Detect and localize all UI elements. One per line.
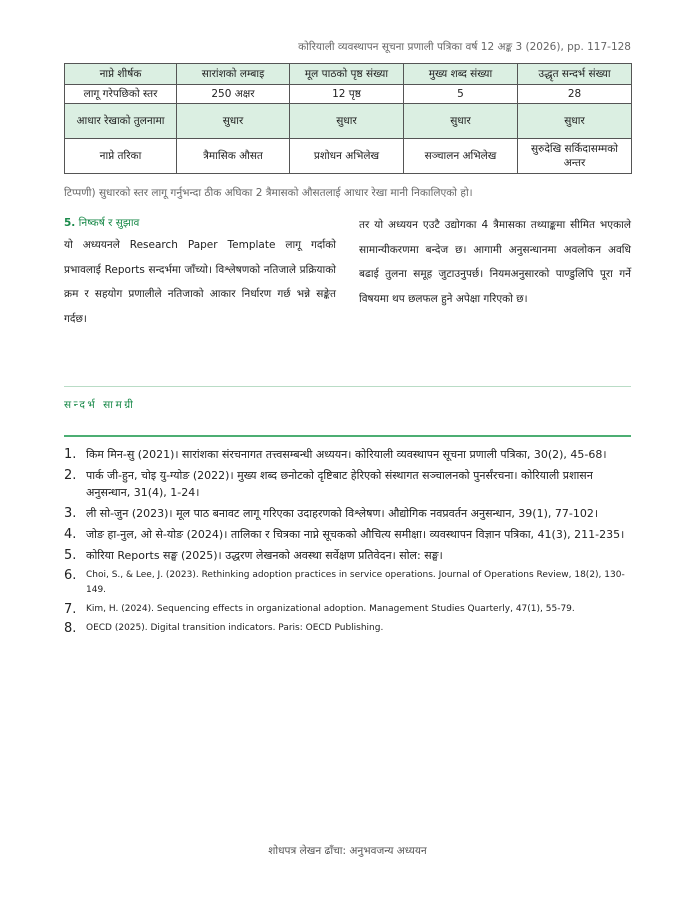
body-column-right — [359, 213, 631, 311]
reference-text: OECD (2025). Digital transition indicators. Paris: OECD Publishing. — [86, 623, 384, 633]
table-cell: 5 — [404, 85, 518, 104]
table-cell: सञ्चालन अभिलेख — [404, 139, 518, 174]
table-cell: सुरुदेखि सर्किदासम्मको अन्तर — [518, 139, 632, 174]
table-header-cell: नाप्ने शीर्षक — [65, 64, 177, 85]
reference-item — [64, 547, 631, 564]
reference-item — [64, 446, 631, 463]
reference-text: जोङ हा-नुल, ओ से-योङ (2024)। तालिका र चित्रका नाप्ने सूचकको औचित्य समीक्षा। व्यवस्थापन विज्ञान पत्रिका, 41(3), 211-235। — [86, 528, 625, 541]
reference-number: 4. — [64, 527, 77, 542]
table-cell: 250 अक्षर — [177, 85, 290, 104]
table-row — [65, 104, 632, 139]
divider — [64, 386, 631, 387]
table-header-cell: मूल पाठको पृष्ठ संख्या — [290, 64, 404, 85]
reference-text: किम मिन-सु (2021)। सारांशका संरचनागत तत्त्वसम्बन्धी अध्ययन। कोरियाली व्यवस्थापन सूचना प्रणाली पत्रिका, 30(2), 45-68। — [86, 448, 607, 461]
results-table — [64, 63, 632, 174]
reference-number: 3. — [64, 506, 77, 521]
table-cell: सुधार — [518, 104, 632, 139]
reference-text: Choi, S., & Lee, J. (2023). Rethinking adoption practices in service operations. Journal of Operations Review, 18(2), 130-149. — [86, 570, 625, 595]
reference-item — [64, 568, 631, 598]
body-paragraph: तर यो अध्ययन एउटै उद्योगका 4 त्रैमासका तथ्याङ्कमा सीमित भएकाले सामान्यीकरणमा बन्देज छ। आगामी अनुसन्धानमा अवलोकन अवधि बढाई तुलना समूह जुटाउनुपर्छ। नियमअनुसारको पाण्डुलिपि पूरा गर्ने विषयमा थप छलफल हुने अपेक्षा गरिएको छ। — [359, 219, 631, 305]
section-title: निष्कर्ष र सुझाव — [78, 217, 140, 229]
reference-number: 2. — [64, 468, 77, 483]
table-header-row — [65, 64, 632, 85]
reference-item — [64, 621, 631, 636]
table-header-cell: सारांशको लम्बाइ — [177, 64, 290, 85]
reference-number: 1. — [64, 447, 77, 462]
section-number: 5. — [64, 217, 76, 229]
table-cell: 28 — [518, 85, 632, 104]
reference-item — [64, 505, 631, 522]
reference-text: Kim, H. (2024). Sequencing effects in organizational adoption. Management Studies Quarterly, 47(1), 55-79. — [86, 604, 575, 614]
page-footer: शोधपत्र लेखन ढाँचा: अनुभवजन्य अध्ययन — [268, 845, 427, 857]
reference-number: 7. — [64, 602, 77, 617]
table-cell: आधार रेखाको तुलनामा — [65, 104, 177, 139]
table-row — [65, 139, 632, 174]
divider — [64, 435, 631, 437]
reference-number: 6. — [64, 568, 77, 583]
table-cell: प्रशोधन अभिलेख — [290, 139, 404, 174]
table-cell: सुधार — [177, 104, 290, 139]
references-list — [64, 446, 631, 640]
table-cell: त्रैमासिक औसत — [177, 139, 290, 174]
table-row — [65, 85, 632, 104]
table-header-cell: मुख्य शब्द संख्या — [404, 64, 518, 85]
table-cell: नाप्ने तरिका — [65, 139, 177, 174]
table-cell: सुधार — [404, 104, 518, 139]
reference-number: 5. — [64, 548, 77, 563]
reference-text: ली सो-जुन (2023)। मूल पाठ बनावट लागू गरिएका उदाहरणको विश्लेषण। औद्योगिक नवप्रवर्तन अनुसन्धान, 39(1), 77-102। — [86, 507, 599, 520]
running-header: कोरियाली व्यवस्थापन सूचना प्रणाली पत्रिका वर्ष 12 अङ्क 3 (2026), pp. 117-128 — [298, 41, 631, 53]
table-note: टिप्पणी) सुधारको स्तर लागू गर्नुभन्दा ठीक अघिका 2 त्रैमासको औसतलाई आधार रेखा मानी निकालिएको हो। — [64, 187, 473, 199]
reference-item — [64, 526, 631, 543]
table-cell: सुधार — [290, 104, 404, 139]
body-column-left — [64, 213, 336, 331]
table-header-cell: उद्धृत सन्दर्भ संख्या — [518, 64, 632, 85]
reference-text: कोरिया Reports सङ्घ (2025)। उद्धरण लेखनको अवस्था सर्वेक्षण प्रतिवेदन। सोल: सङ्घ। — [86, 549, 443, 562]
reference-number: 8. — [64, 621, 77, 636]
reference-item — [64, 467, 631, 501]
body-paragraph: यो अध्ययनले Research Paper Template लागू गर्दाको प्रभावलाई Reports सन्दर्भमा जाँच्यो। विश्लेषणको नतिजाले प्रक्रियाको क्रम र सहयोग प्रणालीले नतिजाको आकार निर्धारण गर्छ भन्ने सङ्केत गर्दछ। — [64, 239, 336, 325]
table-cell: 12 पृष्ठ — [290, 85, 404, 104]
table-cell: लागू गरेपछिको स्तर — [65, 85, 177, 104]
references-heading: सन्दर्भ सामग्री — [64, 399, 136, 411]
reference-item — [64, 602, 631, 617]
section-heading — [64, 213, 336, 233]
reference-text: पार्क जी-हुन, चोइ यु-ग्योङ (2022)। मुख्य शब्द छनोटको दृष्टिबाट हेरिएको संस्थागत सञ्चालनको पुनर्संरचना। कोरियाली प्रशासन अनुसन्धान, 31(4), 1-24। — [86, 469, 593, 499]
